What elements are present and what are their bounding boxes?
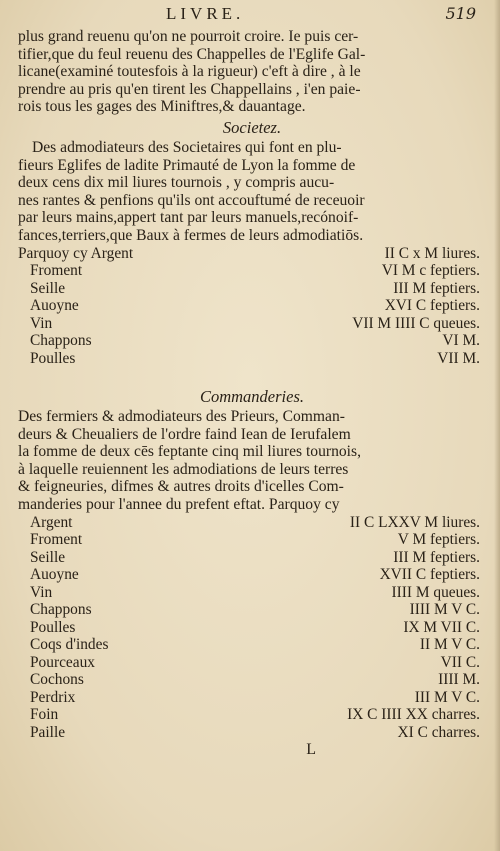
section-title-commanderies: Commanderies. [199,387,305,407]
table-row [18,514,486,532]
row-value: VII M. [437,349,480,367]
text-line: Des fermiers & admodiateurs des Prieurs, Comman- [18,408,345,426]
societez-paragraph [18,139,486,245]
commanderies-paragraph [18,408,486,514]
row-value: VII M IIII C queues. [352,314,480,332]
table-row [18,689,486,707]
row-value: III M feptiers. [393,279,480,297]
text-line: plus grand reuenu qu'on ne pourroit croire. Ie puis cer- [18,28,359,45]
row-label: Auoyne [30,566,79,584]
row-label: Auoyne [30,297,79,315]
text-line: manderies pour l'annee du prefent eftat. Parquoy cy [18,496,340,513]
row-label: Argent [30,513,73,531]
page-header [18,0,486,28]
table-row [18,531,486,549]
text-line: par leurs mains,appert tant par leurs manuels,recónoif- [18,209,359,227]
table-row [18,262,486,280]
row-label: Coqs d'indes [30,636,109,654]
intro-paragraph [18,28,486,116]
section-title-societez: Societez. [222,117,282,137]
table-row [18,601,486,619]
row-value: V M feptiers. [397,531,480,549]
row-value: VII C. [440,653,480,671]
row-value: III M feptiers. [393,548,480,566]
row-value: IIII M. [438,671,480,689]
row-value: II C LXXV M liures. [349,513,480,531]
row-value: III M V C. [414,688,480,706]
text-line: licane(examiné toutesfois à la rigueur) c'eft à dire , à le [18,63,361,81]
row-label: Chappons [30,601,92,619]
table-row [18,584,486,602]
text-line: fieurs Eglifes de ladite Primauté de Lyon la fomme de [18,156,356,174]
row-label: Vin [30,314,53,332]
page-edge-shadow [494,0,500,851]
table-row [18,297,486,315]
text-line: la fomme de deux cēs feptante cinq mil liures tournois, [18,443,361,461]
row-label: Cochons [30,671,84,689]
row-label: Froment [30,262,83,280]
row-label: Froment [30,531,83,549]
table-row [18,671,486,689]
row-value: IIII M V C. [409,601,480,619]
text-line: tifier,que du feul reuenu des Chappelles de l'Eglife Gal- [18,45,366,63]
row-label: Chappons [30,332,92,350]
row-value: IIII M queues. [391,583,480,601]
row-label: Foin [30,706,59,724]
row-value: XVII C feptiers. [379,566,480,584]
row-value: IX C IIII XX charres. [347,706,480,724]
running-title: LIVRE. [166,4,245,23]
row-label: Paille [30,723,66,741]
text-line: à laquelle reuiennent les admodiations de leurs terres [18,460,349,478]
table-row [18,566,486,584]
page-number: 519 [445,4,476,23]
table-row [18,245,486,263]
catchword: L [306,741,316,759]
row-label: Seille [30,279,66,297]
societez-table [18,245,486,368]
table-row [18,350,486,368]
table-row [18,636,486,654]
row-value: VI M. [442,332,480,350]
table-row [18,654,486,672]
table-row [18,619,486,637]
text-line: deurs & Cheualiers de l'ordre faind Iean de Ierufalem [18,425,351,443]
section-gap [18,367,486,385]
row-label: Parquoy cy Argent [18,244,134,262]
text-line: fances,terriers,que Baux à fermes de leurs admodiatiōs. [18,226,364,244]
row-label: Poulles [30,618,76,636]
commanderies-table [18,514,486,742]
row-value: IX M VII C. [403,618,480,636]
row-label: Seille [30,548,66,566]
table-row [18,724,486,742]
row-value: XVI C feptiers. [384,297,480,315]
row-label: Pourceaux [30,653,95,671]
text-line: Des admodiateurs des Societaires qui font en plu- [32,138,342,156]
row-value: II M V C. [419,636,480,654]
table-row [18,280,486,298]
row-label: Perdrix [30,688,76,706]
row-value: VI M c feptiers. [381,262,480,280]
row-value: II C x M liures. [384,244,480,262]
table-row [18,332,486,350]
table-row [18,706,486,724]
row-label: Poulles [30,349,76,367]
text-line: rois tous les gages des Miniftres,& dauantage. [18,98,306,116]
table-row [18,315,486,333]
text-line: deux cens dix mil liures tournois , y compris aucu- [18,174,335,192]
text-line: & feigneuries, difmes & autres droits d'icelles Com- [18,478,344,496]
text-line: prendre au pris qu'en tirent les Chappellains , i'en paie- [18,80,361,98]
text-line: nes rantes & penfions qu'ils ont accouftumé de receuoir [18,191,365,209]
table-row [18,549,486,567]
row-label: Vin [30,583,53,601]
row-value: XI C charres. [397,723,480,741]
